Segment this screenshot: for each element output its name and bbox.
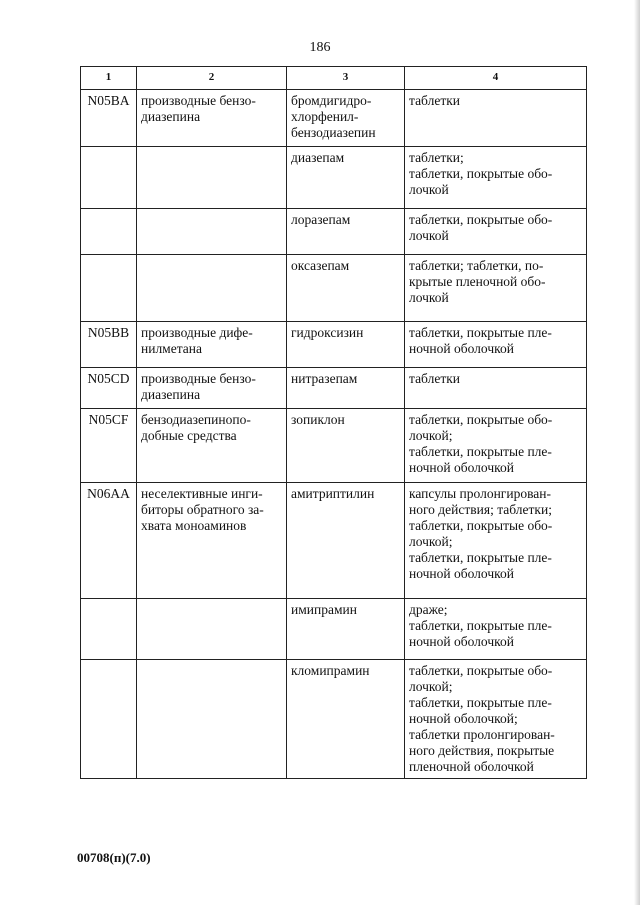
- atc-code-cell: N05BA: [81, 90, 137, 147]
- atc-code-cell: [81, 660, 137, 779]
- page-number: 186: [309, 40, 331, 55]
- group-cell: [137, 660, 287, 779]
- dosage-forms-cell: капсулы пролонгирован- ного действия; таблетки; таблетки, покрытые обо- лочкой; таблетки, покрытые пле- ночной оболочкой: [405, 483, 587, 599]
- drug-name-cell: оксазепам: [287, 255, 405, 322]
- table-row: [81, 255, 587, 322]
- group-cell: [137, 209, 287, 255]
- dosage-forms-cell: таблетки, покрытые обо- лочкой; таблетки, покрытые пле- ночной оболочкой; таблетки пролонгирован- ного действия, покрытые пленочной оболочкой: [405, 660, 587, 779]
- table-body: [81, 90, 587, 779]
- drug-table: [80, 66, 587, 779]
- table-row: [81, 322, 587, 368]
- drug-name-cell: имипрамин: [287, 599, 405, 660]
- drug-name-cell: диазепам: [287, 147, 405, 209]
- drug-name-cell: лоразепам: [287, 209, 405, 255]
- table-row: [81, 209, 587, 255]
- column-header-3: 3: [287, 67, 405, 90]
- atc-code-cell: [81, 599, 137, 660]
- drug-name-cell: бромдигидро- хлорфенил- бензодиазепин: [287, 90, 405, 147]
- table-row: [81, 147, 587, 209]
- drug-name-cell: амитриптилин: [287, 483, 405, 599]
- column-header-2: 2: [137, 67, 287, 90]
- group-cell: бензодиазепинопо- добные средства: [137, 409, 287, 483]
- dosage-forms-cell: таблетки, покрытые обо- лочкой: [405, 209, 587, 255]
- table-row: [81, 660, 587, 779]
- table-row: [81, 368, 587, 409]
- atc-code-cell: [81, 147, 137, 209]
- group-cell: [137, 147, 287, 209]
- table-row: [81, 599, 587, 660]
- atc-code-cell: [81, 209, 137, 255]
- table-header-row: [81, 67, 587, 90]
- group-cell: [137, 255, 287, 322]
- dosage-forms-cell: драже; таблетки, покрытые пле- ночной оболочкой: [405, 599, 587, 660]
- group-cell: производные дифе- нилметана: [137, 322, 287, 368]
- atc-code-cell: N06AA: [81, 483, 137, 599]
- atc-code-cell: [81, 255, 137, 322]
- group-cell: неселективные инги- биторы обратного за- хвата моноаминов: [137, 483, 287, 599]
- drug-name-cell: зопиклон: [287, 409, 405, 483]
- atc-code-cell: N05BB: [81, 322, 137, 368]
- group-cell: [137, 599, 287, 660]
- dosage-forms-cell: таблетки, покрытые пле- ночной оболочкой: [405, 322, 587, 368]
- table-row: [81, 409, 587, 483]
- table-row: [81, 483, 587, 599]
- dosage-forms-cell: таблетки: [405, 368, 587, 409]
- column-header-4: 4: [405, 67, 587, 90]
- drug-name-cell: нитразепам: [287, 368, 405, 409]
- dosage-forms-cell: таблетки; таблетки, по- крытые пленочной обо- лочкой: [405, 255, 587, 322]
- dosage-forms-cell: таблетки, покрытые обо- лочкой; таблетки, покрытые пле- ночной оболочкой: [405, 409, 587, 483]
- table-row: [81, 90, 587, 147]
- group-cell: производные бензо- диазепина: [137, 368, 287, 409]
- scan-edge-shadow: [634, 0, 640, 905]
- dosage-forms-cell: таблетки; таблетки, покрытые обо- лочкой: [405, 147, 587, 209]
- drug-name-cell: кломипрамин: [287, 660, 405, 779]
- column-header-1: 1: [81, 67, 137, 90]
- atc-code-cell: N05CD: [81, 368, 137, 409]
- drug-name-cell: гидроксизин: [287, 322, 405, 368]
- atc-code-cell: N05CF: [81, 409, 137, 483]
- group-cell: производные бензо- диазепина: [137, 90, 287, 147]
- dosage-forms-cell: таблетки: [405, 90, 587, 147]
- footer-document-code: 00708(п)(7.0): [77, 850, 151, 865]
